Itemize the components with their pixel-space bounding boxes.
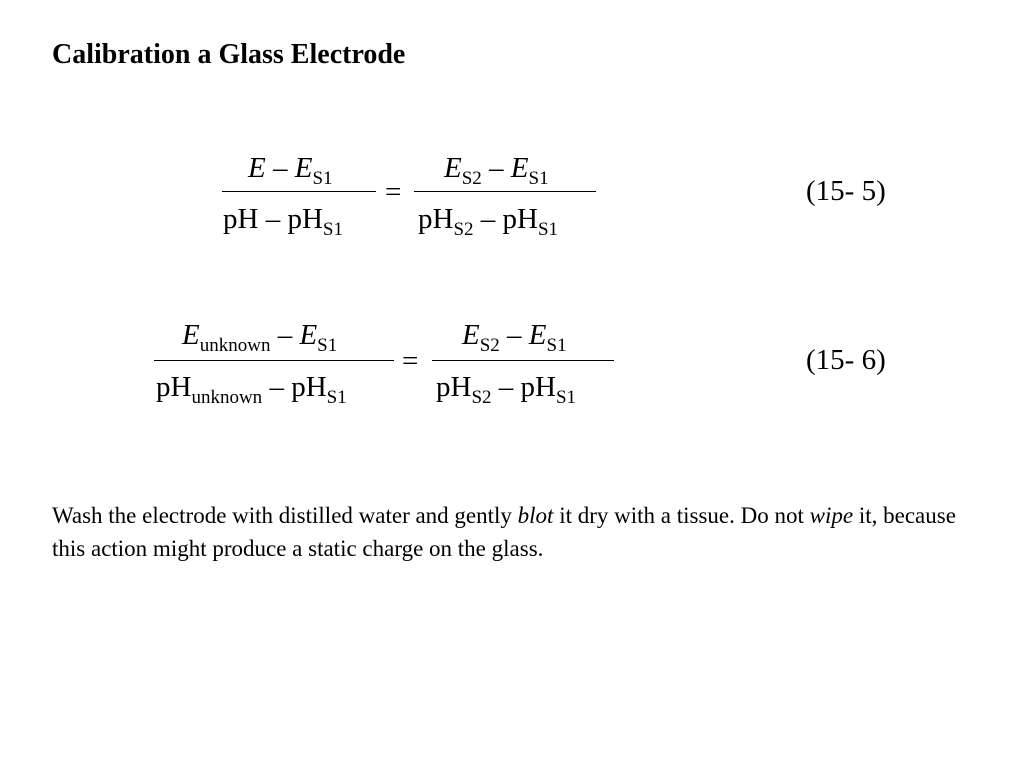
eq1-number: (15- 5): [806, 175, 886, 207]
paragraph-part1: Wash the electrode with distilled water and gently: [52, 503, 518, 528]
eq2-lhs-den-a-sub: unknown: [191, 387, 263, 408]
eq2-rhs-denominator: [436, 371, 577, 408]
eq1-lhs-den-minus: –: [265, 203, 281, 235]
eq2-equals: =: [402, 345, 419, 377]
eq2-lhs-num-b: E: [299, 319, 318, 351]
eq2-rhs-num-a-sub: S2: [479, 335, 500, 356]
eq2-rhs-num-b-sub: S1: [546, 335, 567, 356]
eq2-rhs-numerator: [462, 319, 567, 356]
eq2-lhs-fraction-bar: [154, 360, 394, 361]
eq2-lhs-denominator: [156, 371, 347, 408]
eq1-rhs-num-a-sub: S2: [461, 168, 482, 189]
eq2-rhs-den-b-sub: S1: [555, 387, 577, 408]
eq2-lhs-num-a-sub: unknown: [199, 335, 271, 356]
eq1-rhs-den-b-sub: S1: [537, 219, 559, 240]
eq2-lhs-num-b-sub: S1: [317, 335, 338, 356]
eq2-number: (15- 6): [806, 344, 886, 376]
paragraph-em-blot: blot: [517, 503, 554, 528]
eq1-equals: =: [385, 176, 402, 208]
eq1-lhs-num-b-sub: S1: [312, 168, 333, 189]
eq2-lhs-num-minus: –: [277, 319, 293, 351]
eq2-lhs-numerator: [182, 319, 338, 356]
eq1-rhs-den-minus: –: [480, 203, 496, 235]
eq2-rhs-num-a: E: [462, 319, 480, 351]
body-paragraph: [52, 499, 972, 565]
eq2-rhs-num-b: E: [528, 319, 547, 351]
eq1-lhs-num-b: E: [294, 152, 313, 184]
paragraph-part3: it, because this action might produce a static charge on the glass.: [52, 503, 956, 561]
eq1-rhs-num-a: E: [444, 152, 462, 184]
eq2-lhs-den-b-sub: S1: [326, 387, 347, 408]
eq2-rhs-den-b: pH: [520, 371, 556, 403]
eq2-rhs-den-minus: –: [498, 371, 514, 403]
eq1-lhs-den-b-sub: S1: [322, 219, 343, 240]
eq1-lhs-den-a: pH: [223, 203, 259, 235]
eq2-lhs-den-b: pH: [291, 371, 327, 403]
eq2-rhs-fraction-bar: [432, 360, 614, 361]
paragraph-em-wipe: wipe: [809, 503, 854, 528]
eq1-lhs-num-minus: –: [272, 152, 288, 184]
eq2-lhs-den-a: pH: [156, 371, 192, 403]
paragraph-part2: it dry with a tissue. Do not: [553, 503, 810, 528]
eq2-rhs-den-a-sub: S2: [471, 387, 492, 408]
eq1-lhs-den-b: pH: [287, 203, 323, 235]
eq1-rhs-num-minus: –: [489, 152, 504, 184]
eq1-rhs-den-b: pH: [502, 203, 538, 235]
slide-title: Calibration a Glass Electrode: [52, 39, 406, 70]
eq2-rhs-num-minus: –: [507, 319, 522, 351]
eq2-rhs-den-a: pH: [436, 371, 472, 403]
eq1-rhs-num-b: E: [510, 152, 529, 184]
eq1-rhs-num-b-sub: S1: [528, 168, 549, 189]
eq2-lhs-num-a: E: [182, 319, 200, 351]
eq1-lhs-num-a: E: [248, 152, 266, 184]
eq2-lhs-den-minus: –: [269, 371, 284, 403]
eq1-rhs-den-a: pH: [418, 203, 454, 235]
eq1-rhs-den-a-sub: S2: [453, 219, 474, 240]
